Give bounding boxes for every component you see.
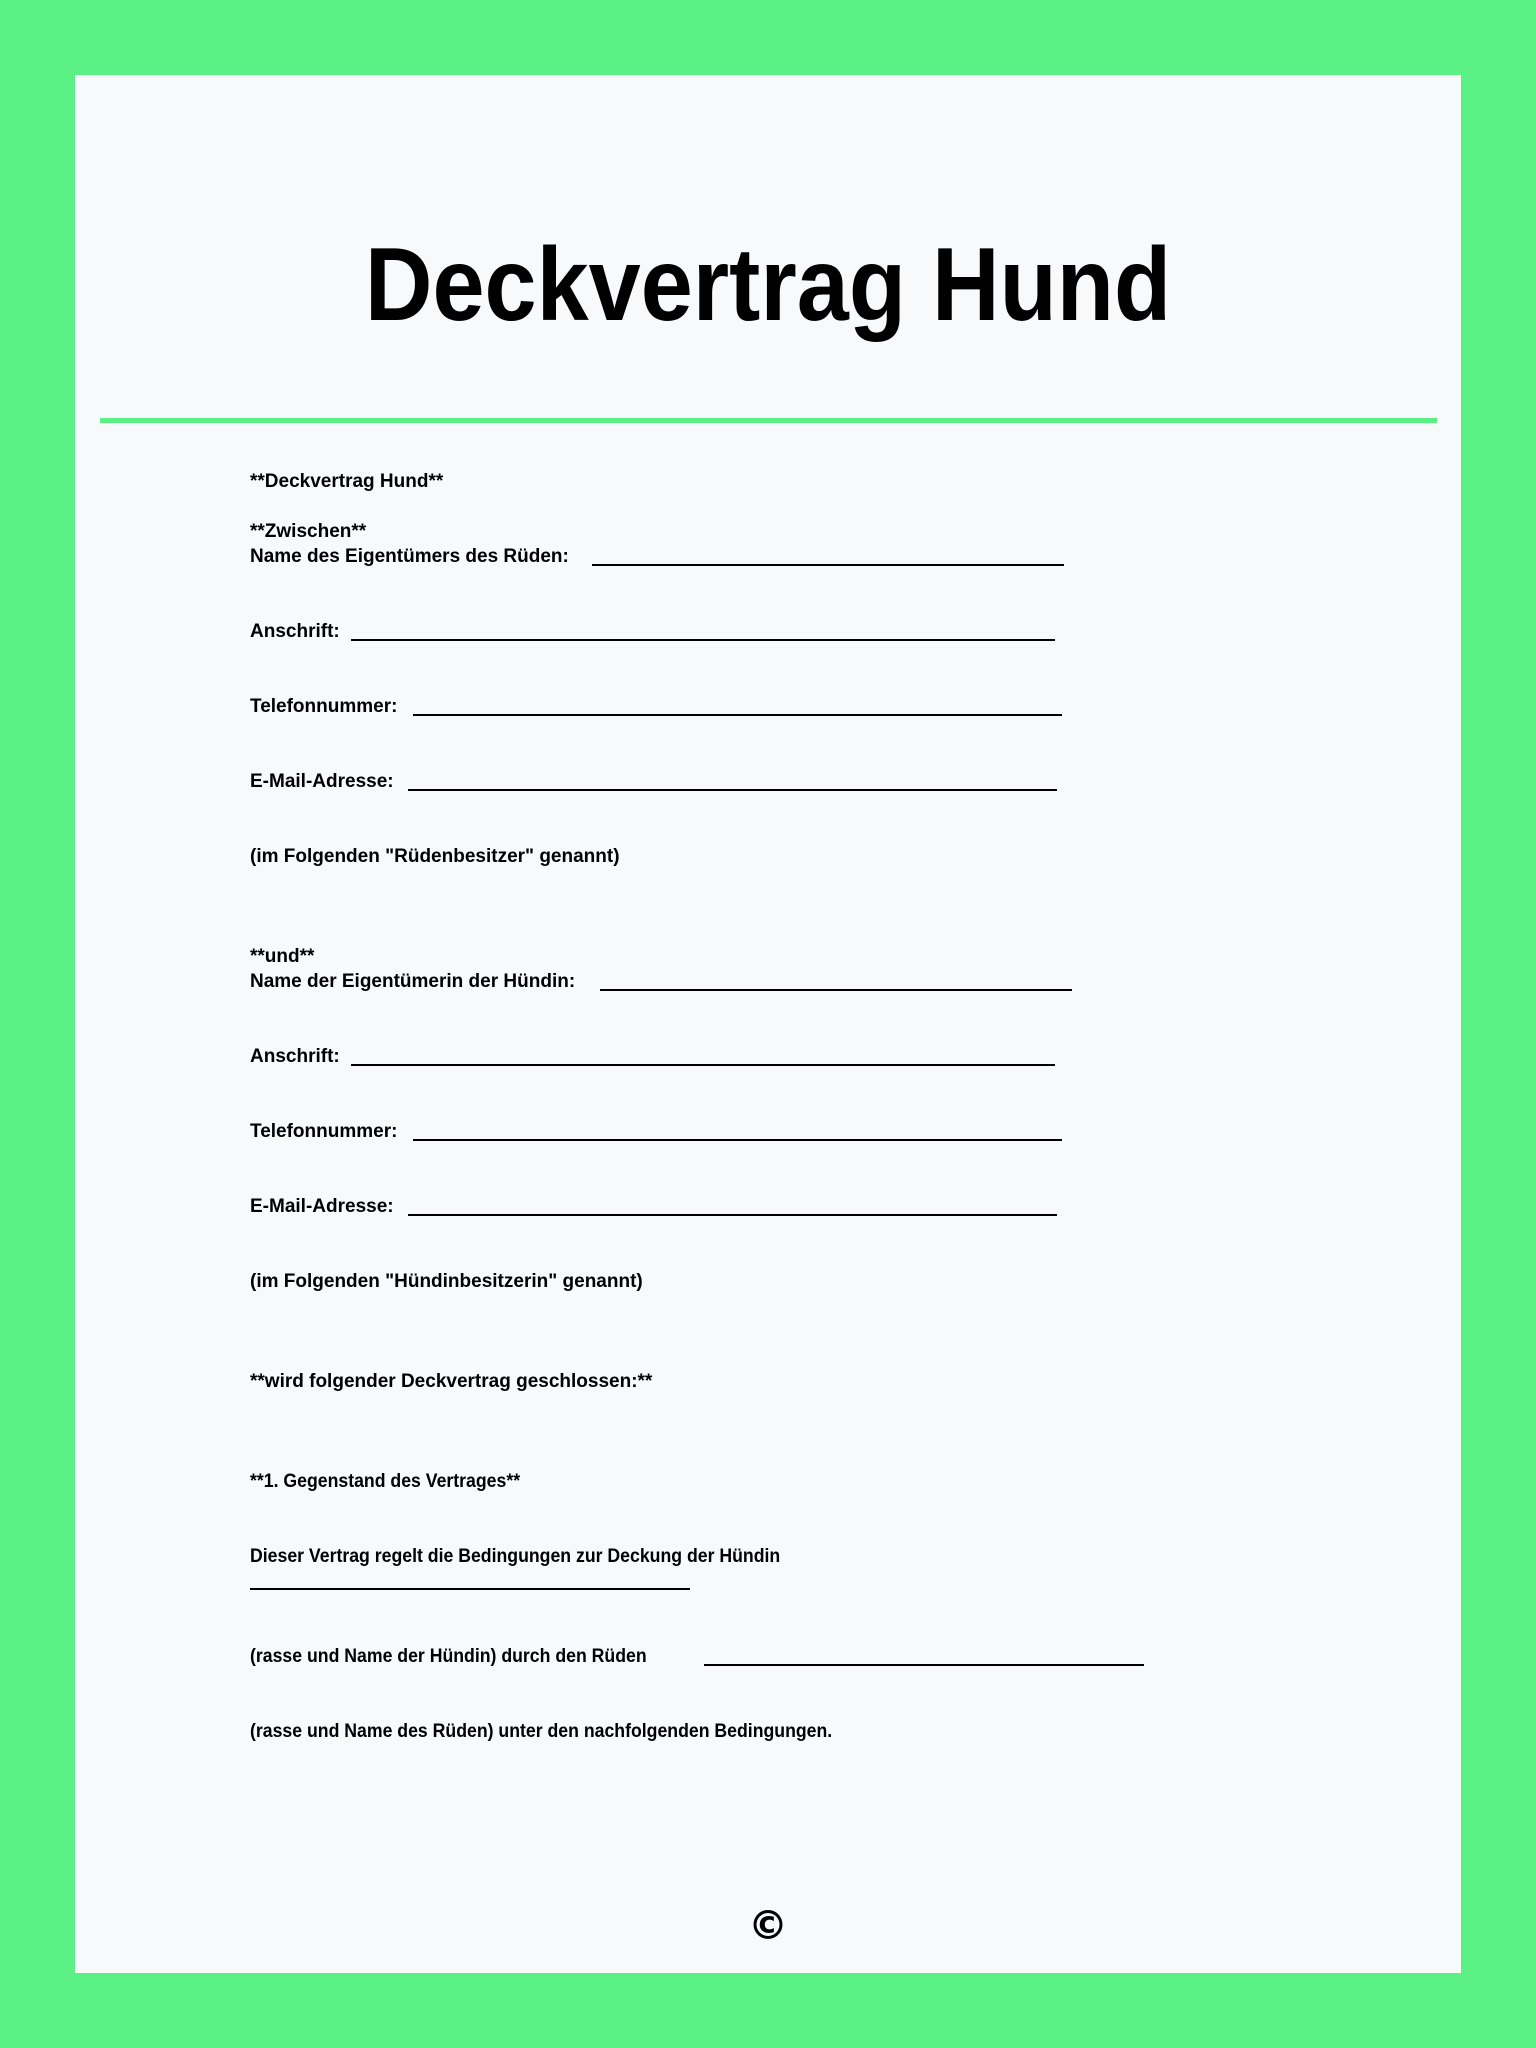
section-1-text-3: (rasse und Name des Rüden) unter den nachfolgenden Bedingungen. [250,1721,833,1742]
female-owner-phone-field[interactable] [413,1139,1062,1141]
section-1-text-1: Dieser Vertrag regelt die Bedingungen zur Deckung der Hündin [250,1546,781,1567]
female-owner-name-field[interactable] [600,989,1072,991]
contract-intro: **wird folgender Deckvertrag geschlossen:** [250,1371,653,1392]
and-label: **und** [250,946,315,967]
female-owner-address-field[interactable] [351,1064,1055,1066]
title-divider [100,418,1437,423]
male-owner-email-label: E-Mail-Adresse: [250,771,394,792]
document-page [75,75,1461,1973]
male-owner-designation: (im Folgenden "Rüdenbesitzer" genannt) [250,846,620,867]
between-label: **Zwischen** [250,521,367,542]
female-owner-phone-label: Telefonnummer: [250,1121,398,1142]
section-1-text-2: (rasse und Name der Hündin) durch den Rüden [250,1646,647,1667]
male-owner-name-field[interactable] [592,564,1064,566]
female-owner-address-row [250,1045,340,1069]
female-owner-name-label: Name der Eigentümerin der Hündin: [250,971,576,992]
female-owner-phone-row [250,1120,397,1144]
male-owner-email-row [250,770,394,794]
male-owner-address-label: Anschrift: [250,621,340,642]
male-owner-name-row [250,545,569,569]
document-title: Deckvertrag Hund [364,227,1172,343]
female-owner-name-row [250,970,575,994]
female-owner-designation: (im Folgenden "Hündinbesitzerin" genannt) [250,1271,643,1292]
male-owner-address-field[interactable] [351,639,1055,641]
male-breed-name-field[interactable] [704,1664,1144,1666]
female-owner-email-row [250,1195,394,1219]
female-breed-name-field[interactable] [250,1588,690,1590]
male-owner-phone-row [250,695,397,719]
male-owner-phone-field[interactable] [413,714,1062,716]
contract-heading: **Deckvertrag Hund** [250,471,444,492]
female-owner-email-field[interactable] [408,1214,1057,1216]
section-1-heading: **1. Gegenstand des Vertrages** [250,1471,521,1492]
male-owner-phone-label: Telefonnummer: [250,696,398,717]
female-owner-email-label: E-Mail-Adresse: [250,1196,394,1217]
male-owner-email-field[interactable] [408,789,1057,791]
female-owner-address-label: Anschrift: [250,1046,340,1067]
male-owner-address-row [250,620,340,644]
copyright-icon: © [748,1903,788,1949]
male-owner-name-label: Name des Eigentümers des Rüden: [250,546,569,567]
